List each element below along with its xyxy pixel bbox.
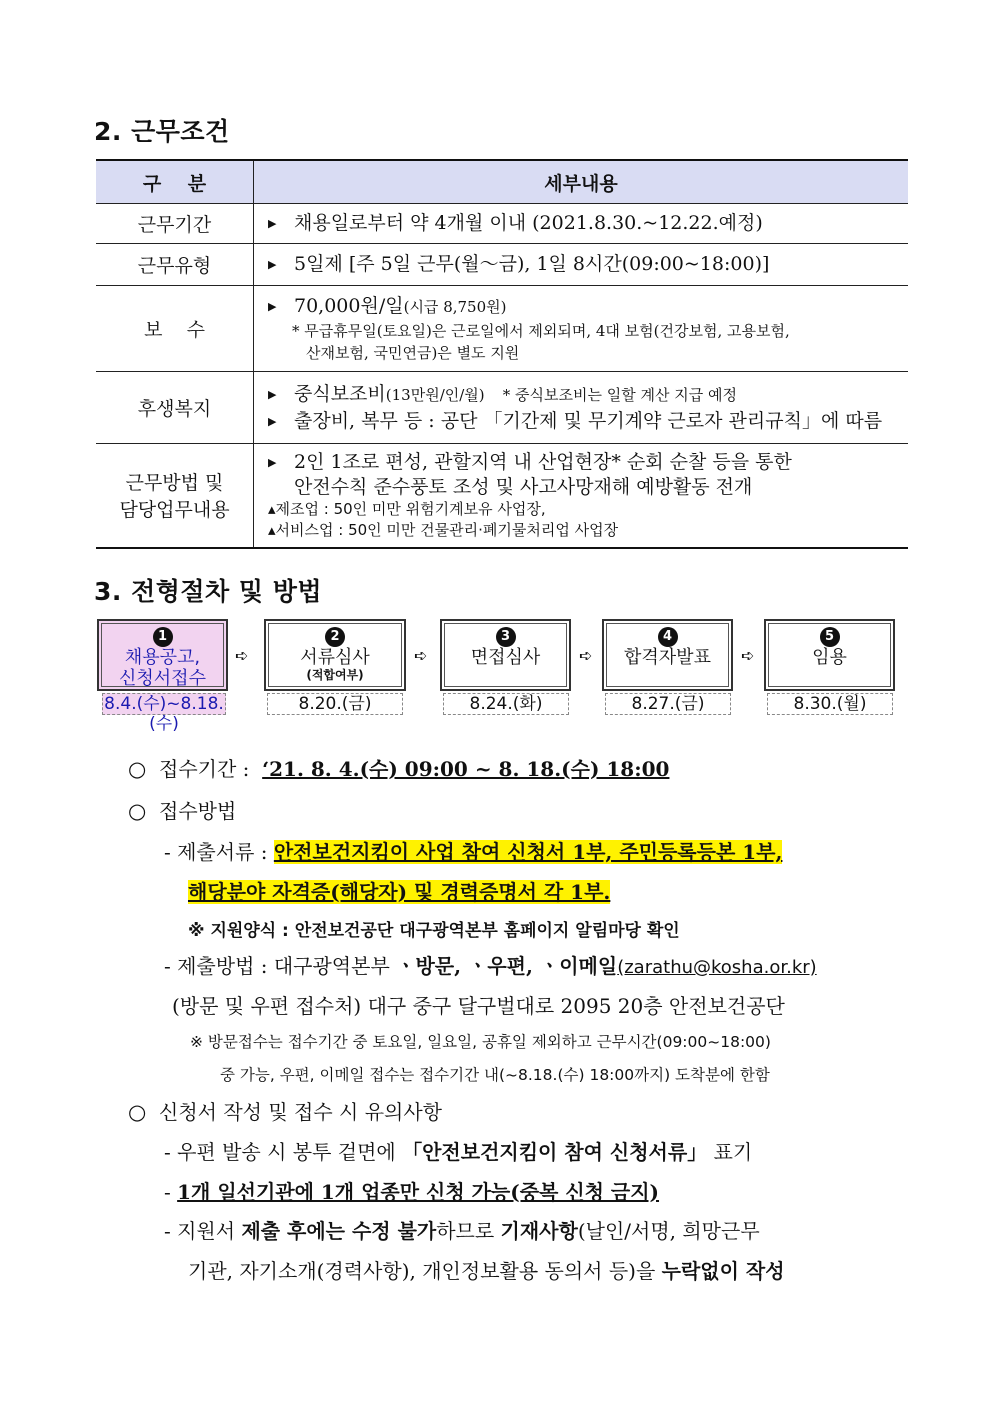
visit-note-1: ※ 방문접수는 접수기간 중 토요일, 일요일, 공휴일 제외하고 근무시간(09:00~18:00) bbox=[190, 1033, 771, 1051]
step-1-date: 8.4.(수)~8.18.(수) bbox=[102, 693, 226, 715]
period-label: 근무기간 bbox=[96, 204, 254, 244]
caution-3: - 지원서 제출 후에는 수정 불가하므로 기재사항(날인/서명, 희망근무 bbox=[164, 1219, 760, 1243]
triangle-icon: ▶ bbox=[268, 414, 277, 428]
docs-line-1: - 제출서류 : 안전보건지킴이 사업 참여 신청서 1부, 주민등록등본 1부, bbox=[164, 840, 783, 864]
period-line: ○ 접수기간 : ‘21. 8. 4.(수) 09:00 ~ 8. 18.(수) 18:00 bbox=[128, 757, 670, 781]
step-4-date: 8.27.(금) bbox=[605, 693, 731, 715]
arrow-right-icon: ➪ bbox=[741, 646, 755, 665]
triangle-icon: ▶ bbox=[268, 455, 277, 469]
method-value: ▶ 2인 1조로 편성, 관할지역 내 산업현장* 순회 순찰 등을 통한 안전수칙 준수풍토 조성 및 사고사망재해 예방활동 전개 ▴제조업 : 50인 미만 위험기계보유 사업장, ▴서비스업 : 50인 미만 건물관리·폐기물처리업 사업장 bbox=[254, 444, 909, 548]
pay-label: 보 수 bbox=[96, 286, 254, 372]
step-5-date: 8.30.(월) bbox=[767, 693, 893, 715]
circle-bullet-icon: ○ bbox=[128, 757, 147, 781]
step-2-date: 8.20.(금) bbox=[267, 693, 403, 715]
caution-2: - 1개 일선기관에 1개 업종만 신청 가능(중복 신청 금지) bbox=[164, 1180, 660, 1204]
arrow-right-icon: ➪ bbox=[579, 646, 593, 665]
type-value: ▶ 5일제 [주 5일 근무(월～금), 1일 8시간(09:00~18:00)] bbox=[254, 244, 909, 286]
table-header-details: 세부내용 bbox=[254, 160, 909, 204]
method-line: ○ 접수방법 bbox=[128, 799, 237, 823]
triangle-icon: ▶ bbox=[268, 387, 277, 401]
email-link[interactable]: (zarathu@kosha.or.kr) bbox=[617, 957, 817, 978]
pay-note-1: * 무급휴무일(토요일)은 근로일에서 제외되며, 4대 보험(건강보험, 고용보험, bbox=[292, 322, 790, 340]
step-number-icon: 3 bbox=[496, 627, 516, 647]
step-5-box: 5 임용 bbox=[764, 619, 895, 691]
step-number-icon: 4 bbox=[658, 627, 678, 647]
step-number-icon: 5 bbox=[820, 627, 840, 647]
step-3-date: 8.24.(화) bbox=[443, 693, 569, 715]
welfare-value: ▶ 중식보조비(13만원/인/월) * 중식보조비는 일할 계산 지급 예정 ▶ 출장비, 복무 등 : 공단 「기간제 및 무기계약 근로자 관리규칙」에 따름 bbox=[254, 372, 909, 444]
caution-4: 기관, 자기소개(경력사항), 개인정보활용 동의서 등)을 누락없이 작성 bbox=[188, 1259, 785, 1283]
submit-line: - 제출방법 : 대구광역본부 ㆍ방문, ㆍ우편, ㆍ이메일(zarathu@kosha.or.kr) bbox=[164, 954, 817, 978]
circle-bullet-icon: ○ bbox=[128, 799, 147, 823]
type-label: 근무유형 bbox=[96, 244, 254, 286]
step-number-icon: 2 bbox=[325, 627, 345, 647]
step-number-icon: 1 bbox=[153, 627, 173, 647]
caution-1: - 우편 발송 시 봉투 겉면에 「안전보건지킴이 참여 신청서류」 표기 bbox=[164, 1140, 753, 1164]
triangle-icon: ▶ bbox=[268, 217, 277, 230]
caution-line: ○ 신청서 작성 및 접수 시 유의사항 bbox=[128, 1100, 442, 1124]
method-label: 근무방법 및 담당업무내용 bbox=[96, 444, 254, 548]
period-value: ▶ 채용일로부터 약 4개월 이내 (2021.8.30.~12.22.예정) bbox=[254, 204, 909, 244]
pay-value: ▶ 70,000원/일(시급 8,750원) * 무급휴무일(토요일)은 근로일에서 제외되며, 4대 보험(건강보험, 고용보험, 산재보험, 국민연금)은 별도 지원 bbox=[254, 286, 909, 372]
section-3-title: 3. 전형절차 및 방법 bbox=[94, 577, 323, 606]
step-1-box: 1 채용공고, 신청서접수 bbox=[97, 619, 228, 691]
section-2-title: 2. 근무조건 bbox=[94, 117, 230, 146]
table-header-category: 구 분 bbox=[96, 160, 254, 204]
work-conditions-table bbox=[96, 159, 908, 549]
circle-bullet-icon: ○ bbox=[128, 1100, 147, 1124]
welfare-label: 후생복지 bbox=[96, 372, 254, 444]
address-line: (방문 및 우편 접수처) 대구 중구 달구벌대로 2095 20층 안전보건공단 bbox=[172, 994, 785, 1018]
step-3-box: 3 면접심사 bbox=[440, 619, 571, 691]
arrow-right-icon: ➪ bbox=[235, 646, 249, 665]
triangle-icon: ▶ bbox=[268, 258, 277, 271]
visit-note-2: 중 가능, 우편, 이메일 접수는 접수기간 내(~8.18.(수) 18:00까지) 도착분에 한함 bbox=[220, 1066, 770, 1084]
docs-line-2: 해당분야 자격증(해당자) 및 경력증명서 각 1부. bbox=[188, 880, 611, 904]
step-2-box: 2 서류심사 (적합여부) bbox=[264, 619, 406, 691]
pay-note-2: 산재보험, 국민연금)은 별도 지원 bbox=[306, 344, 520, 362]
step-4-box: 4 합격자발표 bbox=[602, 619, 733, 691]
triangle-icon: ▶ bbox=[268, 300, 277, 313]
arrow-right-icon: ➪ bbox=[414, 646, 428, 665]
form-note: ※ 지원양식 : 안전보건공단 대구광역본부 홈페이지 알림마당 확인 bbox=[188, 921, 680, 941]
